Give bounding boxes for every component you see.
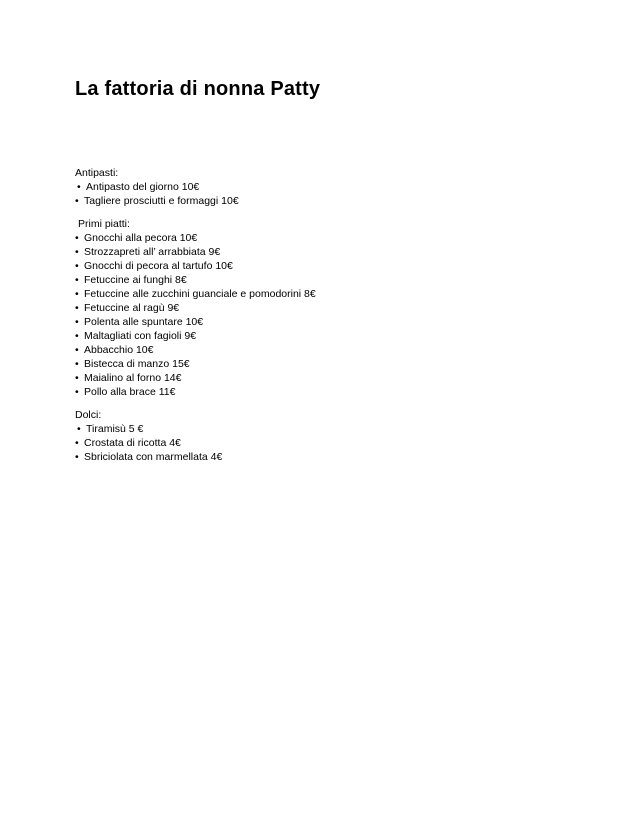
item-text: Sbriciolata con marmellata 4€	[84, 451, 223, 463]
section-heading-primi: Primi piatti:	[78, 218, 130, 230]
list-item	[75, 301, 555, 315]
items-dolci	[75, 422, 555, 464]
section-heading-antipasti: Antipasti:	[75, 167, 119, 179]
list-item	[75, 194, 555, 208]
list-item	[75, 315, 555, 329]
item-text: Pollo alla brace 11€	[84, 386, 176, 398]
bullet-icon: •	[75, 437, 79, 449]
list-item	[75, 343, 555, 357]
list-item	[75, 450, 555, 464]
bullet-icon: •	[77, 181, 81, 193]
item-text: Fetuccine al ragù 9€	[84, 302, 180, 314]
bullet-icon: •	[75, 330, 79, 342]
item-text: Abbacchio 10€	[84, 344, 154, 356]
item-text: Crostata di ricotta 4€	[84, 437, 181, 449]
list-item	[75, 422, 555, 436]
bullet-icon: •	[75, 302, 79, 314]
bullet-icon: •	[75, 246, 79, 258]
bullet-icon: •	[75, 358, 79, 370]
item-text: Maialino al forno 14€	[84, 372, 182, 384]
bullet-icon: •	[75, 386, 79, 398]
list-item	[75, 371, 555, 385]
bullet-icon: •	[75, 288, 79, 300]
bullet-icon: •	[75, 274, 79, 286]
list-item	[75, 287, 555, 301]
section-primi	[75, 217, 555, 399]
list-item	[75, 436, 555, 450]
item-text: Fetuccine ai funghi 8€	[84, 274, 187, 286]
section-antipasti	[75, 166, 555, 208]
list-item	[75, 231, 555, 245]
list-item	[75, 385, 555, 399]
section-dolci	[75, 408, 555, 464]
item-text: Maltagliati con fagioli 9€	[84, 330, 197, 342]
list-item	[75, 180, 555, 194]
items-primi	[75, 231, 555, 399]
bullet-icon: •	[75, 451, 79, 463]
list-item	[75, 245, 555, 259]
bullet-icon: •	[75, 195, 79, 207]
bullet-icon: •	[75, 344, 79, 356]
list-item	[75, 259, 555, 273]
bullet-icon: •	[75, 232, 79, 244]
item-text: Bistecca di manzo 15€	[84, 358, 190, 370]
item-text: Fetuccine alle zucchini guanciale e pomodorini 8€	[84, 288, 316, 300]
list-item	[75, 273, 555, 287]
list-item	[75, 329, 555, 343]
item-text: Polenta alle spuntare 10€	[84, 316, 204, 328]
section-heading-dolci: Dolci:	[75, 409, 102, 421]
list-item	[75, 357, 555, 371]
item-text: Gnocchi di pecora al tartufo 10€	[84, 260, 233, 272]
item-text: Tagliere prosciutti e formaggi 10€	[84, 195, 239, 207]
bullet-icon: •	[77, 423, 81, 435]
items-antipasti	[75, 180, 555, 208]
item-text: Gnocchi alla pecora 10€	[84, 232, 198, 244]
document-title: La fattoria di nonna Patty	[75, 78, 321, 100]
bullet-icon: •	[75, 260, 79, 272]
item-text: Strozzapreti all’ arrabbiata 9€	[84, 246, 221, 258]
item-text: Tiramisù 5 €	[86, 423, 144, 435]
bullet-icon: •	[75, 316, 79, 328]
menu-list	[75, 166, 555, 473]
bullet-icon: •	[75, 372, 79, 384]
item-text: Antipasto del giorno 10€	[86, 181, 200, 193]
